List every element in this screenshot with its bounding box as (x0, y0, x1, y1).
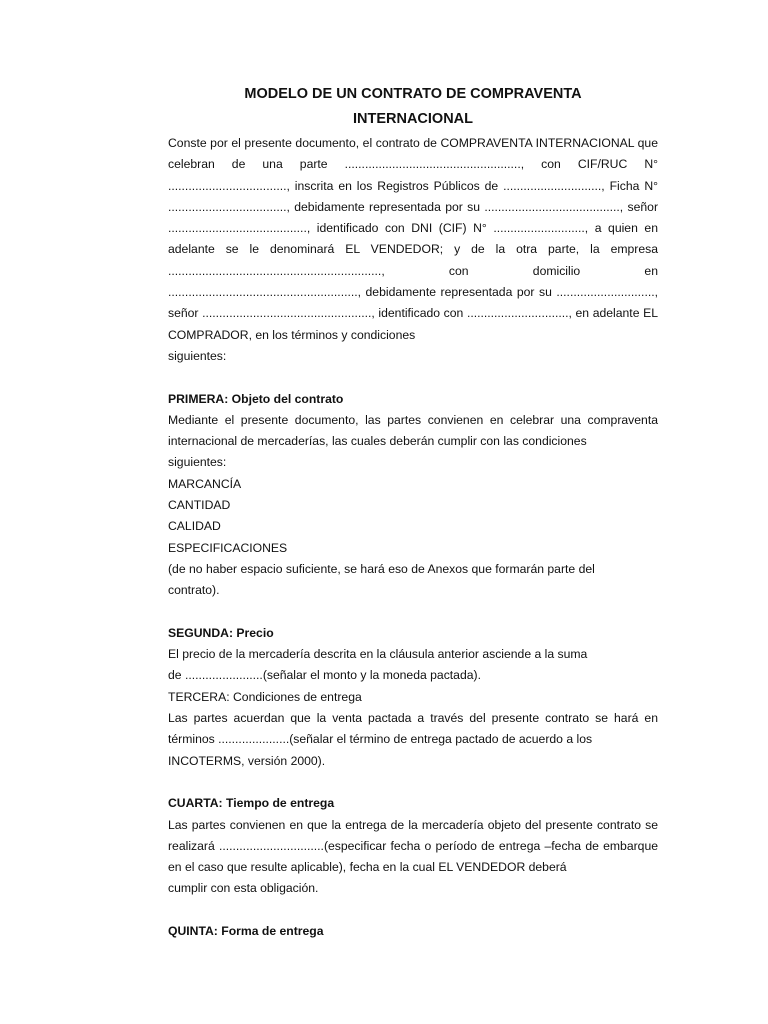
document-title-line-2: INTERNACIONAL (352, 111, 474, 127)
clause-tercera-body: Las partes acuerdan que la venta pactada a través del presente contrato se hará en términos .....................(señalar el término de entrega pactado de acuerdo a los (168, 711, 658, 747)
clause-cuarta-body: Las partes convienen en que la entrega de la mercadería objeto del presente contrato se realizará ...............................(especificar fecha o período de entrega –fecha de embarque en el caso que resulte aplicable), fecha en la cual EL VENDEDOR deberá (168, 817, 658, 875)
condition-item: CALIDAD (168, 519, 221, 534)
intro-text-last-line: siguientes: (168, 348, 227, 363)
clause-primera-heading: PRIMERA: Objeto del contrato (168, 391, 344, 406)
clause-segunda-text (168, 644, 658, 687)
clause-quinta-heading: QUINTA: Forma de entrega (168, 923, 324, 938)
clause-tercera-body-last-line: INCOTERMS, versión 2000). (168, 753, 326, 768)
document-title-line-1: MODELO DE UN CONTRATO DE COMPRAVENTA (244, 86, 582, 102)
clause-segunda-heading: SEGUNDA: Precio (168, 625, 274, 640)
anexos-note-last-line: contrato). (168, 583, 220, 598)
paragraph-spacer (168, 900, 658, 921)
condition-item: MARCANCÍA (168, 476, 242, 491)
clause-cuarta-heading: CUARTA: Tiempo de entrega (168, 796, 335, 811)
clause-segunda-body: El precio de la mercadería descrita en la cláusula anterior asciende a la suma (168, 647, 588, 662)
clause-primera-text (168, 410, 658, 474)
clause-tercera-text (168, 708, 658, 772)
document-body (168, 133, 658, 942)
clause-cuarta-body-last-line: cumplir con esta obligación. (168, 881, 319, 896)
anexos-note (168, 559, 658, 602)
clause-tercera-heading: TERCERA: Condiciones de entrega (168, 689, 362, 704)
clause-primera-body: Mediante el presente documento, las partes convienen en celebrar una compraventa internacional de mercaderías, las cuales deberán cumplir con las condiciones (168, 412, 658, 449)
anexos-note-text: (de no haber espacio suficiente, se hará eso de Anexos que formarán parte del (168, 561, 595, 576)
clause-primera-body-last-line: siguientes: (168, 455, 227, 470)
condition-item: ESPECIFICACIONES (168, 540, 288, 555)
paragraph-spacer (168, 367, 658, 388)
intro-paragraph (168, 133, 658, 367)
clause-segunda-body-last-line: de .......................(señalar el monto y la moneda pactada). (168, 668, 481, 683)
intro-text: Conste por el presente documento, el contrato de COMPRAVENTA INTERNACIONAL que celebran de una parte ...................................................., con CIF/RUC N° ..................................., inscrita en los Registros Públicos de ............................., Ficha N° ..................................., debidamente representada por su ........................................, señor ........................................., identificado con DNI (CIF) N° ..........................., a quien en adelante se le denominará EL VENDEDOR; y de la otra parte, la empresa ..............................................................., con domicilio en ........................................................, debidamente representada por su ............................., señor .................................................., identificado con .............................., en adelante EL COMPRADOR, en los términos y condiciones (168, 136, 658, 342)
paragraph-spacer (168, 772, 658, 793)
clause-cuarta-text (168, 815, 658, 900)
paragraph-spacer (168, 602, 658, 623)
condition-item: CANTIDAD (168, 498, 231, 513)
